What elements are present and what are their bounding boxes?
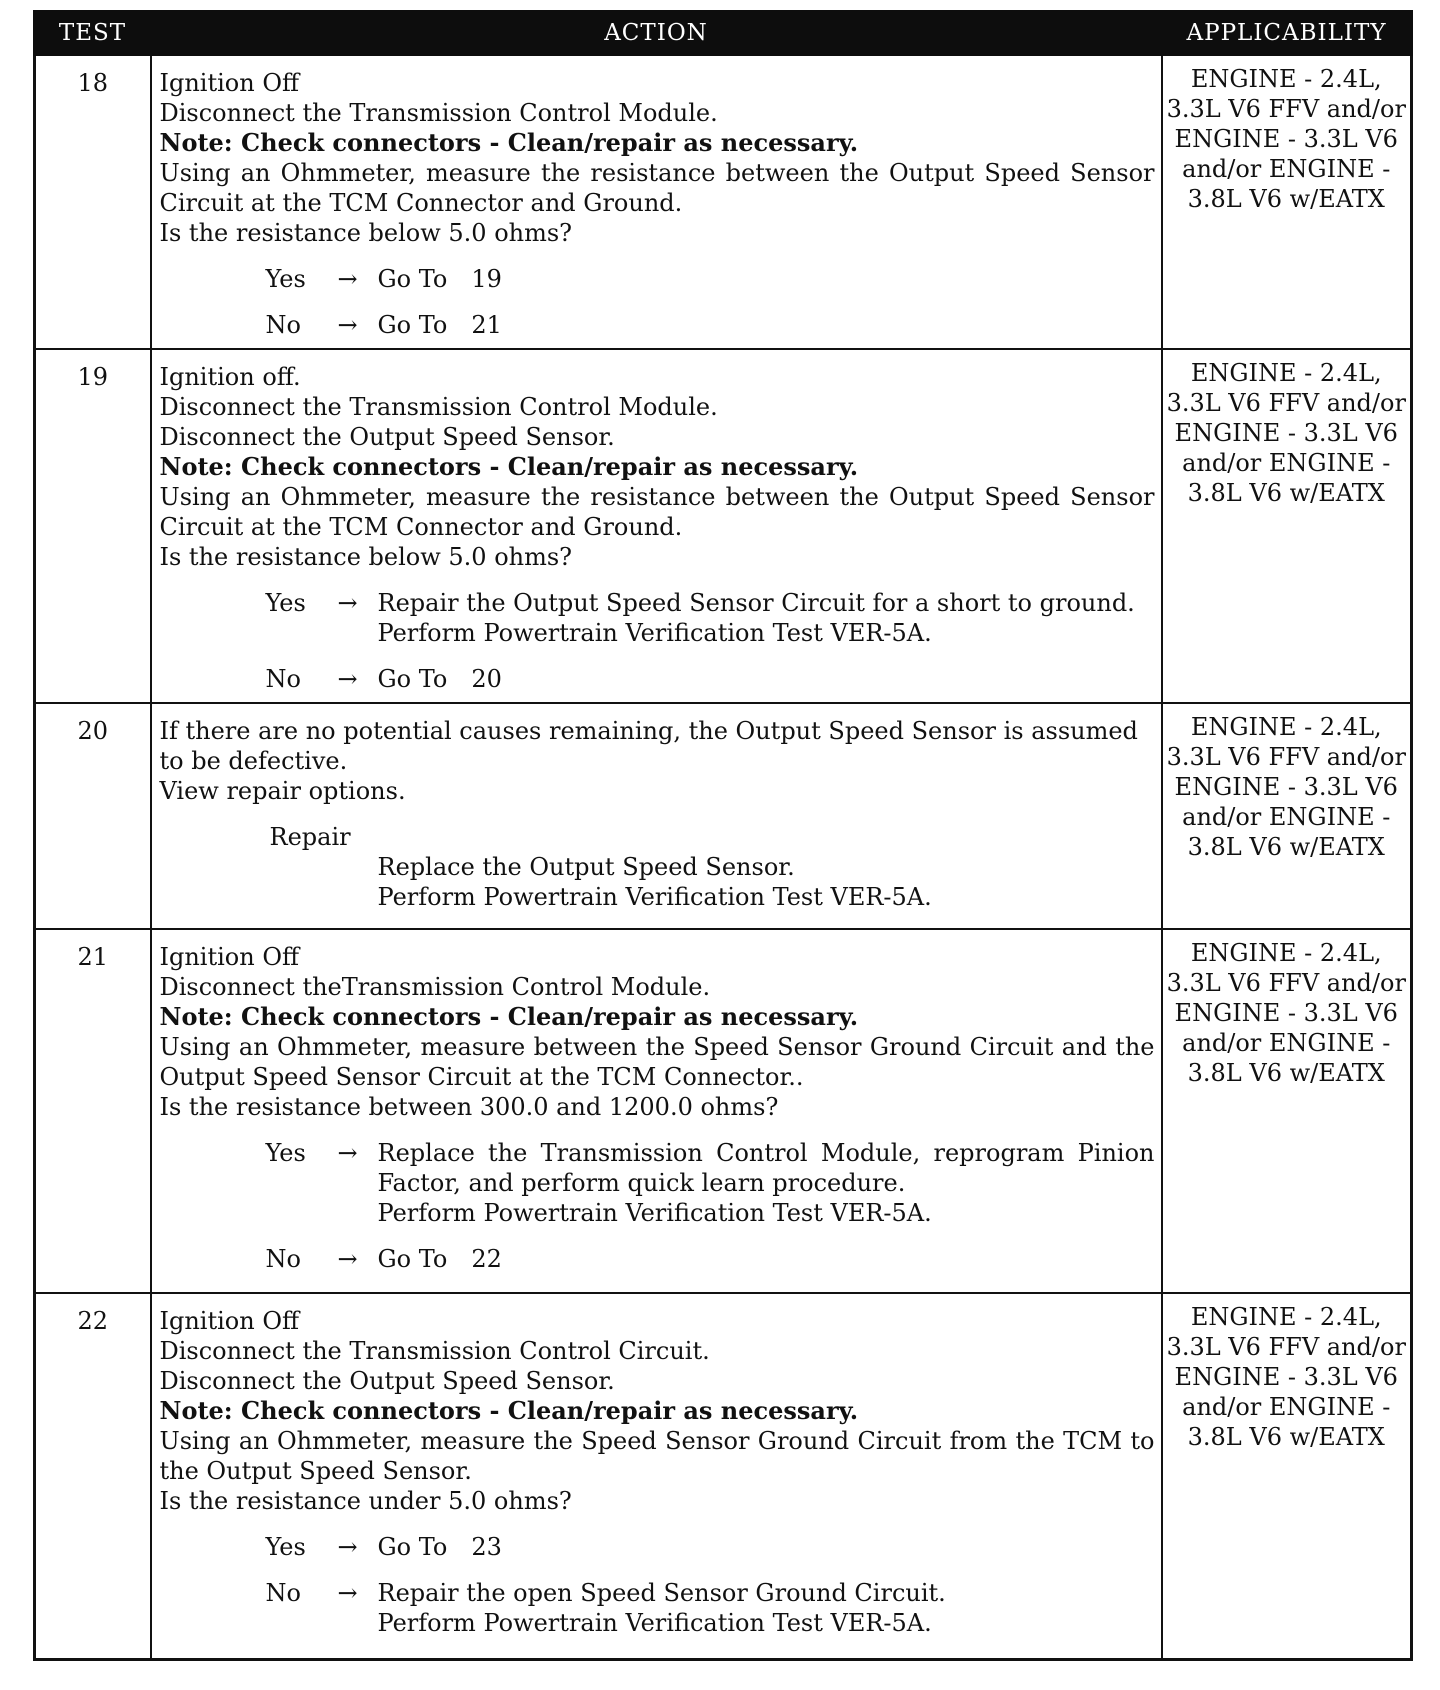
action-line: Using an Ohmmeter, measure the resistance between the Output Speed Sensor Circuit at the TCM Connector and Ground. bbox=[159, 483, 1155, 541]
yes-result-line: Replace the Transmission Control Module, reprogram Pinion Factor, and perform quick learn procedure. bbox=[377, 1139, 1155, 1197]
diagnostic-table bbox=[33, 10, 1413, 1661]
repair-line: Replace the Output Speed Sensor. bbox=[377, 853, 795, 881]
question-line: Is the resistance below 5.0 ohms? bbox=[159, 219, 573, 247]
table-header-row bbox=[35, 12, 1412, 55]
table-row bbox=[35, 929, 1412, 1293]
table-row bbox=[35, 349, 1412, 703]
yes-result-line: Repair the Output Speed Sensor Circuit for a short to ground. bbox=[377, 589, 1135, 617]
test-number: 18 bbox=[35, 55, 151, 350]
applicability-cell: ENGINE - 2.4L, 3.3L V6 FFV and/or ENGINE - 3.3L V6 and/or ENGINE - 3.8L V6 w/EATX bbox=[1162, 349, 1412, 703]
no-label: No bbox=[265, 1579, 301, 1607]
applicability-cell: ENGINE - 2.4L, 3.3L V6 FFV and/or ENGINE - 3.3L V6 and/or ENGINE - 3.8L V6 w/EATX bbox=[1162, 929, 1412, 1293]
action-line: Ignition Off bbox=[159, 69, 300, 97]
yes-answer bbox=[160, 1138, 1155, 1228]
arrow-icon: → bbox=[337, 1139, 358, 1167]
header-test: TEST bbox=[35, 12, 151, 55]
test-number: 22 bbox=[35, 1293, 151, 1659]
action-line: View repair options. bbox=[159, 777, 406, 805]
action-cell bbox=[151, 703, 1162, 929]
test-number: 19 bbox=[35, 349, 151, 703]
no-label: No bbox=[265, 311, 301, 339]
applicability-cell: ENGINE - 2.4L, 3.3L V6 FFV and/or ENGINE - 3.3L V6 and/or ENGINE - 3.8L V6 w/EATX bbox=[1162, 55, 1412, 350]
action-cell bbox=[151, 55, 1162, 350]
arrow-icon: → bbox=[337, 311, 358, 339]
arrow-icon: → bbox=[337, 665, 358, 693]
action-line: Using an Ohmmeter, measure between the Speed Sensor Ground Circuit and the Output Speed Sensor Circuit at the TCM Connector.. bbox=[159, 1033, 1155, 1091]
applicability-cell: ENGINE - 2.4L, 3.3L V6 FFV and/or ENGINE - 3.3L V6 and/or ENGINE - 3.8L V6 w/EATX bbox=[1162, 703, 1412, 929]
test-number: 20 bbox=[35, 703, 151, 929]
repair-line: Perform Powertrain Verification Test VER-5A. bbox=[377, 883, 932, 911]
table-row bbox=[35, 1293, 1412, 1659]
goto-text: Go To bbox=[377, 311, 448, 339]
no-result-line: Perform Powertrain Verification Test VER-5A. bbox=[377, 1609, 932, 1637]
yes-label: Yes bbox=[265, 1139, 306, 1167]
action-cell bbox=[151, 349, 1162, 703]
action-line: Using an Ohmmeter, measure the resistance between the Output Speed Sensor Circuit at the TCM Connector and Ground. bbox=[159, 159, 1155, 217]
goto-text: Go To bbox=[377, 265, 448, 293]
note-line: Note: Check connectors - Clean/repair as necessary. bbox=[159, 452, 859, 481]
question-line: Is the resistance between 300.0 and 1200.0 ohms? bbox=[159, 1093, 779, 1121]
yes-answer bbox=[160, 1532, 1155, 1562]
goto-target: 22 bbox=[471, 1245, 502, 1273]
no-answer bbox=[160, 664, 1155, 694]
action-line: Disconnect the Output Speed Sensor. bbox=[159, 1367, 615, 1395]
action-line: Using an Ohmmeter, measure the Speed Sensor Ground Circuit from the TCM to the Output Speed Sensor. bbox=[159, 1427, 1155, 1485]
note-line: Note: Check connectors - Clean/repair as necessary. bbox=[159, 128, 859, 157]
action-cell bbox=[151, 929, 1162, 1293]
action-line: Ignition Off bbox=[159, 943, 300, 971]
applicability-cell: ENGINE - 2.4L, 3.3L V6 FFV and/or ENGINE - 3.3L V6 and/or ENGINE - 3.8L V6 w/EATX bbox=[1162, 1293, 1412, 1659]
goto-target: 20 bbox=[471, 665, 502, 693]
action-line: Disconnect the Output Speed Sensor. bbox=[159, 423, 615, 451]
no-answer bbox=[160, 1244, 1155, 1274]
table-row bbox=[35, 703, 1412, 929]
header-action: ACTION bbox=[151, 12, 1162, 55]
note-line: Note: Check connectors - Clean/repair as necessary. bbox=[159, 1396, 859, 1425]
header-applicability: APPLICABILITY bbox=[1162, 12, 1412, 55]
arrow-icon: → bbox=[337, 265, 358, 293]
arrow-icon: → bbox=[337, 1579, 358, 1607]
yes-result-line: Perform Powertrain Verification Test VER-5A. bbox=[377, 619, 932, 647]
diagnostic-procedure-page bbox=[33, 10, 1413, 1661]
action-line: If there are no potential causes remaining, the Output Speed Sensor is assumed to be defective. bbox=[159, 717, 1138, 775]
note-line: Note: Check connectors - Clean/repair as necessary. bbox=[159, 1002, 859, 1031]
test-number: 21 bbox=[35, 929, 151, 1293]
arrow-icon: → bbox=[337, 589, 358, 617]
no-label: No bbox=[265, 665, 301, 693]
yes-label: Yes bbox=[265, 1533, 306, 1561]
yes-answer bbox=[160, 264, 1155, 294]
goto-text: Go To bbox=[377, 665, 448, 693]
goto-text: Go To bbox=[377, 1533, 448, 1561]
question-line: Is the resistance under 5.0 ohms? bbox=[159, 1487, 572, 1515]
question-line: Is the resistance below 5.0 ohms? bbox=[159, 543, 573, 571]
goto-target: 23 bbox=[471, 1533, 502, 1561]
no-label: No bbox=[265, 1245, 301, 1273]
no-answer bbox=[160, 310, 1155, 340]
yes-label: Yes bbox=[265, 589, 306, 617]
table-row bbox=[35, 55, 1412, 350]
yes-result-line: Perform Powertrain Verification Test VER-5A. bbox=[377, 1199, 932, 1227]
yes-answer bbox=[160, 588, 1155, 648]
repair-label: Repair bbox=[269, 823, 351, 851]
yes-label: Yes bbox=[265, 265, 306, 293]
action-cell bbox=[151, 1293, 1162, 1659]
action-line: Disconnect the Transmission Control Module. bbox=[159, 99, 718, 127]
action-line: Ignition off. bbox=[159, 363, 301, 391]
goto-target: 21 bbox=[471, 311, 502, 339]
goto-target: 19 bbox=[471, 265, 502, 293]
no-answer bbox=[160, 1578, 1155, 1638]
action-line: Disconnect the Transmission Control Circuit. bbox=[159, 1337, 710, 1365]
arrow-icon: → bbox=[337, 1533, 358, 1561]
no-result-line: Repair the open Speed Sensor Ground Circuit. bbox=[377, 1579, 946, 1607]
arrow-icon: → bbox=[337, 1245, 358, 1273]
action-line: Disconnect theTransmission Control Module. bbox=[159, 973, 711, 1001]
action-line: Ignition Off bbox=[159, 1307, 300, 1335]
goto-text: Go To bbox=[377, 1245, 448, 1273]
action-line: Disconnect the Transmission Control Module. bbox=[159, 393, 718, 421]
